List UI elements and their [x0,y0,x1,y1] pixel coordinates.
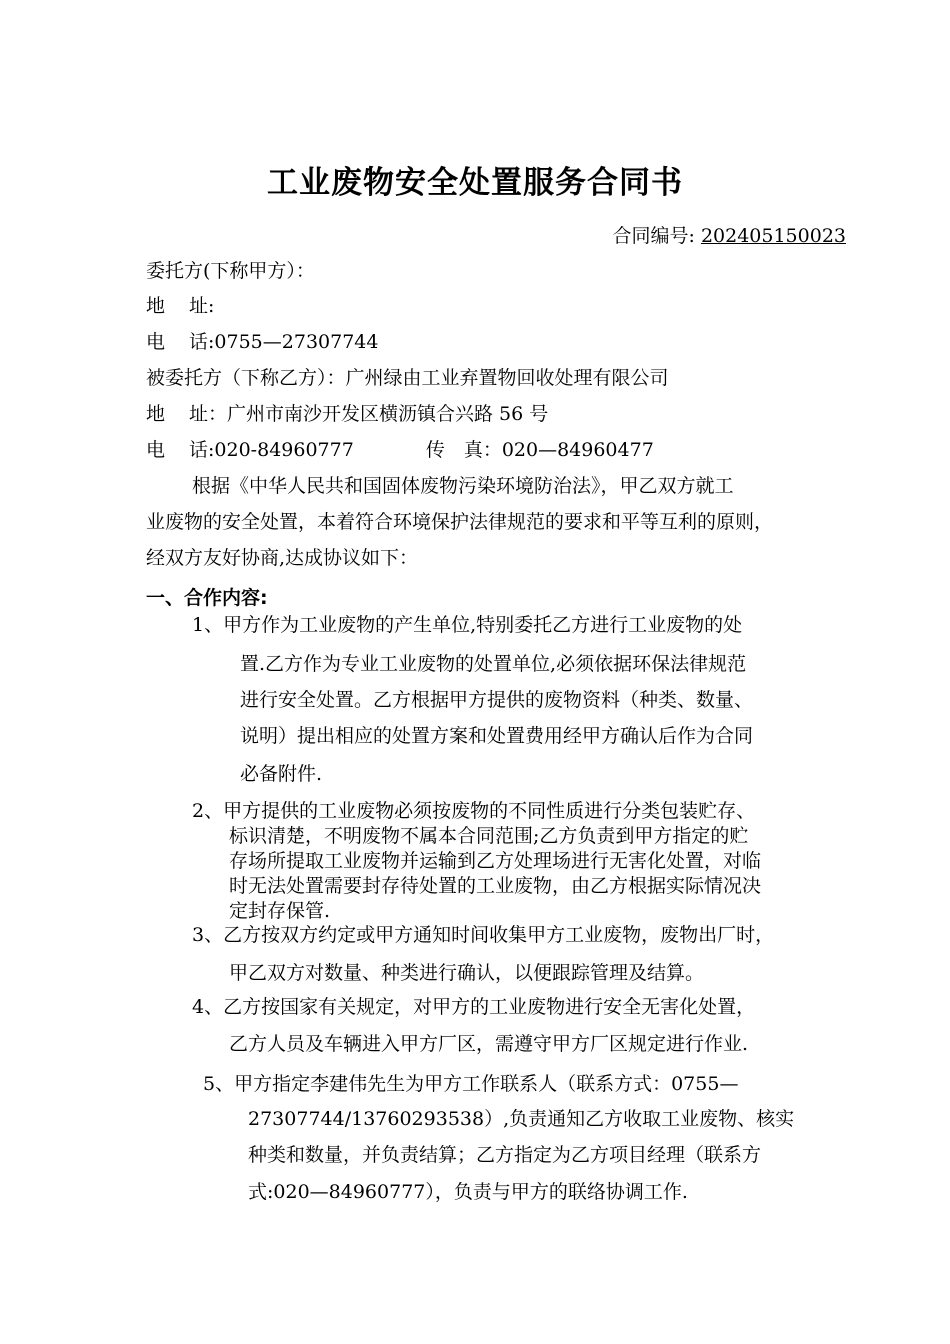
party-a-phone-value: 话:0755—27307744 [189,331,379,353]
party-a-address [146,288,214,324]
party-a-phone-label: 电 [146,331,166,353]
party-a-address-colon: 址: [189,295,215,317]
item-2-line-4: 时无法处置需要封存待处置的工业废物，由乙方根据实际情况决 [229,875,762,897]
intro-line-3: 经双方友好协商,达成协议如下： [146,547,419,569]
party-b-address-value: 址：广州市南沙开发区横沥镇合兴路 56 号 [189,403,549,425]
contract-number [612,218,846,254]
item-3-line-1: 3、乙方按双方约定或甲方通知时间收集甲方工业废物，废物出厂时， [192,924,775,946]
document-title: 工业废物安全处置服务合同书 [267,165,683,201]
item-2-line-3: 存场所提取工业废物并运输到乙方处理场进行无害化处置，对临 [229,850,762,872]
item-1-line-3: 进行安全处置。乙方根据甲方提供的废物资料（种类、数量、 [240,689,754,711]
party-b-fax: 传 真：020—84960477 [425,439,654,461]
item-5-line-1: 5、甲方指定李建伟先生为甲方工作联系人（联系方式：0755— [203,1073,739,1095]
item-4-line-1: 4、乙方按国家有关规定，对甲方的工业废物进行安全无害化处置， [192,996,756,1018]
party-b-phone-value: 话:020-84960777 [189,439,354,461]
item-2-line-2: 标识清楚，不明废物不属本合同范围;乙方负责到甲方指定的贮 [229,825,749,847]
item-2-line-5: 定封存保管. [229,900,331,922]
party-a-label: 委托方(下称甲方）： [146,260,315,282]
item-1-line-2: 置.乙方作为专业工业废物的处置单位,必须依据环保法律规范 [240,653,747,675]
item-3-line-2: 甲乙双方对数量、种类进行确认，以便跟踪管理及结算。 [229,962,705,984]
intro-line-1: 根据《中华人民共和国固体废物污染环境防治法》，甲乙双方就工 [192,475,734,497]
item-2-line-1: 2、甲方提供的工业废物必须按废物的不同性质进行分类包装贮存、 [192,800,756,822]
contract-number-value: 202405150023 [700,225,846,247]
item-4-line-2: 乙方人员及车辆进入甲方厂区，需遵守甲方厂区规定进行作业. [229,1033,749,1055]
item-5-line-3: 种类和数量，并负责结算；乙方指定为乙方项目经理（联系方 [248,1144,762,1166]
party-b-address-label: 地 [146,403,166,425]
party-b-address [146,396,548,432]
item-1-line-4: 说明）提出相应的处置方案和处置费用经甲方确认后作为合同 [240,725,754,747]
party-b-phone [146,432,654,468]
item-5-line-2: 27307744/13760293538）,负责通知乙方收取工业废物、核实 [248,1108,795,1130]
party-b-phone-label: 电 [146,439,166,461]
item-1-line-5: 必备附件. [240,763,323,785]
party-a-phone [146,324,378,360]
party-b-label: 被委托方（下称乙方）：广州绿由工业弃置物回收处理有限公司 [146,367,669,389]
section-1-heading: 一、合作内容: [146,587,268,609]
intro-line-2: 业废物的安全处置，本着符合环境保护法律规范的要求和平等互利的原则， [146,511,774,533]
item-1-line-1: 1、甲方作为工业废物的产生单位,特别委托乙方进行工业废物的处 [192,614,743,636]
contract-number-label: 合同编号: [612,225,695,247]
item-5-line-4: 式:020—84960777），负责与甲方的联络协调工作. [248,1181,688,1203]
party-a-address-label: 地 [146,295,166,317]
